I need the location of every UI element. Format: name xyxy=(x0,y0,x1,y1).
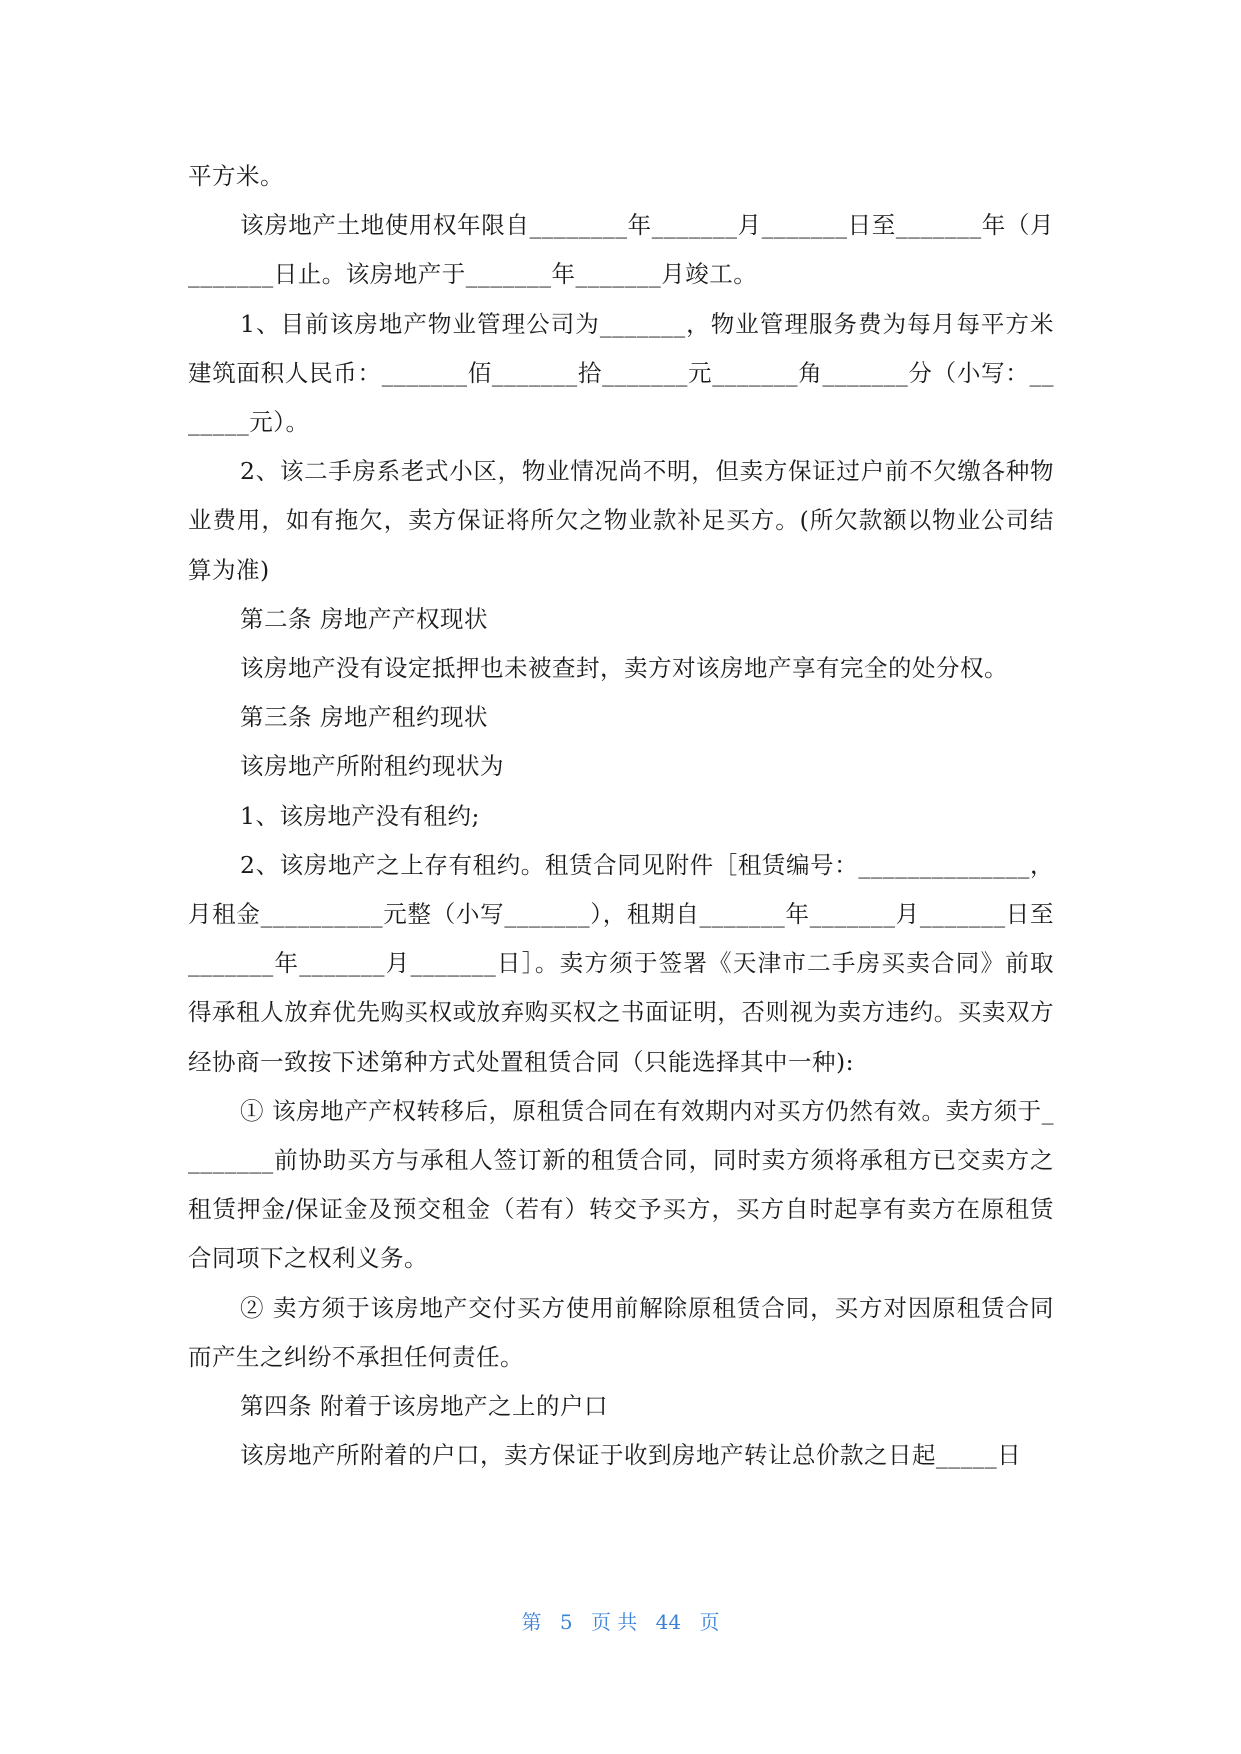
article-4-heading: 第四条 附着于该房地产之上的户口 xyxy=(240,1392,608,1421)
footer-suffix: 页 xyxy=(699,1610,720,1634)
footer-prefix: 第 xyxy=(521,1610,542,1634)
paragraph-land-use-term: 该房地产土地使用权年限自________年_______月_______日至_______年（月_______日止。该房地产于_______年_______月竣工。 xyxy=(188,211,1054,289)
article-2-heading: 第二条 房地产产权现状 xyxy=(240,604,488,633)
paragraph-area-unit: 平方米。 xyxy=(188,162,284,190)
footer-middle: 页 共 xyxy=(590,1610,638,1634)
footer-total-pages: 44 xyxy=(655,1610,682,1634)
footer-page-number: 5 xyxy=(559,1610,573,1634)
paragraph-lease-status-intro: 该房地产所附租约现状为 xyxy=(240,752,504,781)
paragraph-property-management: 1、目前该房地产物业管理公司为_______，物业管理服务费为每月每平方米建筑面积人民币：_______佰_______拾_______元_______角_______分（小写：_______元）。 xyxy=(188,309,1054,437)
paragraph-household-registration: 该房地产所附着的户口，卖方保证于收到房地产转让总价款之日起_____日 xyxy=(240,1441,1022,1470)
paragraph-lease-option-2: ② 卖方须于该房地产交付买方使用前解除原租赁合同，买方对因原租赁合同而产生之纠纷不承担任何责任。 xyxy=(188,1293,1054,1371)
paragraph-property-fees: 2、该二手房系老式小区，物业情况尚不明，但卖方保证过户前不欠缴各种物业费用，如有拖欠，卖方保证将所欠之物业款补足买方。(所欠款额以物业公司结算为准) xyxy=(188,457,1054,584)
paragraph-no-lease: 1、该房地产没有租约; xyxy=(240,801,480,830)
paragraph-ownership-status: 该房地产没有设定抵押也未被查封，卖方对该房地产享有完全的处分权。 xyxy=(240,654,1008,683)
article-3-heading: 第三条 房地产租约现状 xyxy=(240,703,488,732)
page-footer xyxy=(0,1606,1241,1635)
document-body xyxy=(188,152,1054,1480)
paragraph-lease-option-1: ① 该房地产产权转移后，原租赁合同在有效期内对买方仍然有效。卖方须于________前协助买方与承租人签订新的租赁合同，同时卖方须将承租方已交卖方之租赁押金/保证金及预交租金（若有）转交予买方，买方自时起享有卖方在原租赁合同项下之权利义务。 xyxy=(188,1096,1054,1273)
paragraph-existing-lease: 2、该房地产之上存有租约。租赁合同见附件［租赁编号：______________，月租金__________元整（小写_______），租期自_______年_______月_______日至_______年_______月_______日］。卖方须于签署《天津市二手房买卖合同》前取得承租人放弃优先购买权或放弃购买权之书面证明，否则视为卖方违约。买卖双方经协商一致按下述第种方式处置租赁合同（只能选择其中一种): xyxy=(188,850,1054,1076)
